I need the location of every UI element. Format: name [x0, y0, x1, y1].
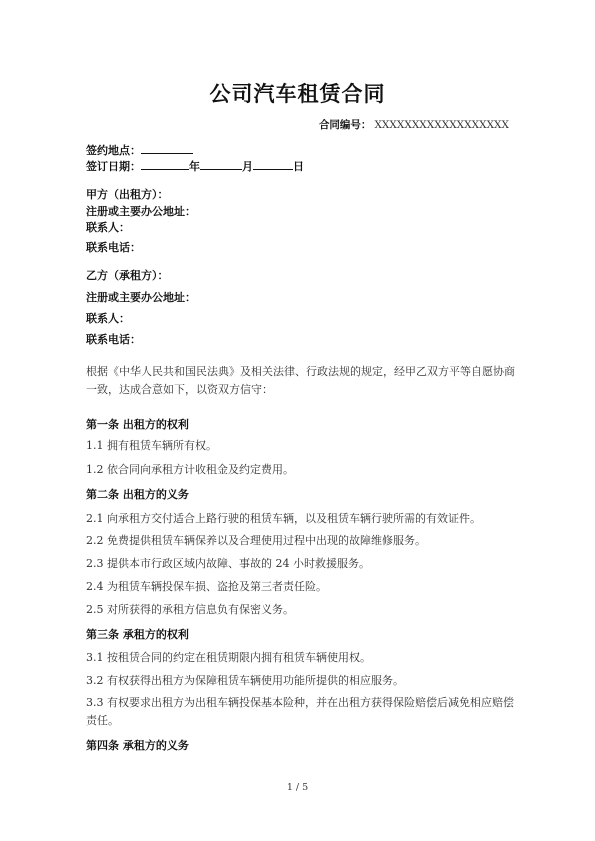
- party-b-heading: 乙方（承租方）：: [86, 269, 169, 282]
- sign-date-row: [86, 158, 304, 174]
- section-2-item: 2.1 向承租方交付适合上路行驶的租赁车辆，以及租赁车辆行驶所需的有效证件。: [86, 512, 481, 525]
- party-a-heading: 甲方（出租方）：: [86, 188, 169, 201]
- section-2-heading: 第二条 出租方的义务: [86, 488, 189, 501]
- sign-place-row: [86, 142, 193, 158]
- party-a-address: 注册或主要办公地址：: [86, 205, 196, 218]
- section-4-heading: 第四条 承租方的义务: [86, 739, 189, 752]
- party-b-contact: 联系人：: [86, 312, 130, 325]
- section-1-item: 1.2 依合同向承租方计收租金及约定费用。: [86, 463, 294, 476]
- sign-date-label: 签订日期：: [86, 160, 141, 173]
- contract-number-value: XXXXXXXXXXXXXXXXXX: [374, 119, 509, 131]
- section-3-heading: 第三条 承租方的权利: [86, 628, 189, 641]
- party-a-phone: 联系电话：: [86, 241, 141, 254]
- section-3-item: 3.2 有权获得出租方为保障租赁车辆使用功能所提供的相应服务。: [86, 674, 404, 687]
- section-3-item: 3.3 有权要求出租方为出租车辆投保基本险种，并在出租方获得保险赔偿后减免相应赔偿责任。: [86, 696, 514, 727]
- month-blank: [200, 158, 242, 170]
- day-label: 日: [293, 160, 304, 173]
- sign-place-label: 签约地点：: [86, 144, 141, 157]
- year-blank: [141, 158, 189, 170]
- contract-number: [319, 117, 509, 132]
- party-b-address: 注册或主要办公地址：: [86, 291, 196, 304]
- contract-number-label: 合同编号：: [318, 119, 372, 131]
- section-3-item: 3.1 按租赁合同的约定在租赁期限内拥有租赁车辆使用权。: [86, 651, 371, 664]
- month-label: 月: [242, 160, 253, 173]
- document-title: 公司汽车租赁合同: [209, 82, 386, 106]
- sign-place-blank: [141, 142, 193, 154]
- party-a-contact: 联系人：: [86, 221, 130, 234]
- section-2-item: 2.4 为租赁车辆投保车损、盗抢及第三者责任险。: [86, 580, 327, 593]
- party-b-phone: 联系电话：: [86, 333, 141, 346]
- section-2-item: 2.2 免费提供租赁车辆保养以及合理使用过程中出现的故障维修服务。: [86, 534, 426, 547]
- section-2-item: 2.3 提供本市行政区域内故障、事故的 24 小时救援服务。: [86, 557, 370, 570]
- section-1-item: 1.1 拥有租赁车辆所有权。: [86, 439, 217, 452]
- year-label: 年: [189, 160, 200, 173]
- section-2-item: 2.5 对所获得的承租方信息负有保密义务。: [86, 603, 294, 616]
- day-blank: [253, 158, 293, 170]
- section-1-heading: 第一条 出租方的权利: [86, 418, 189, 431]
- page-number: 1 / 5: [286, 782, 309, 793]
- intro-paragraph: 根据《中华人民共和国民法典》及相关法律、行政法规的规定，经甲乙双方平等自愿协商一致，达成合意如下，以资双方信守：: [86, 365, 515, 396]
